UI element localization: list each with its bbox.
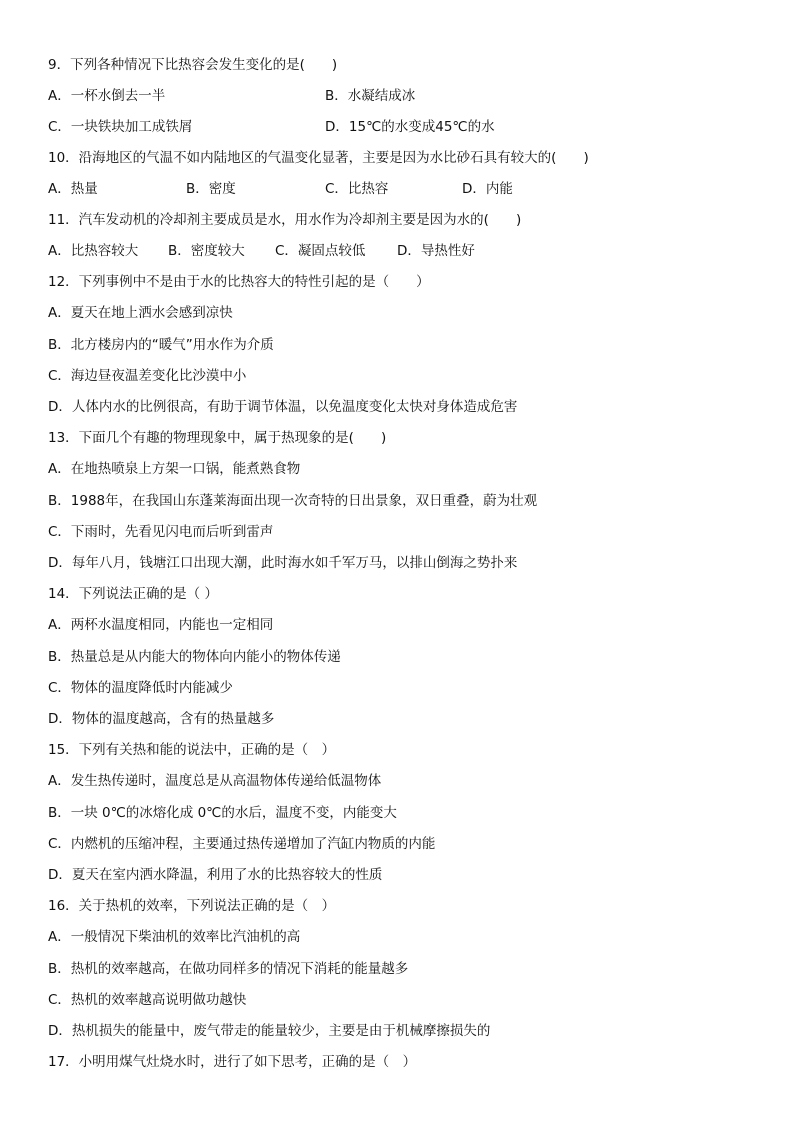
question-12-option-c: C．海边昼夜温差变化比沙漠中小 bbox=[48, 368, 247, 384]
question-10-option-c: C．比热容 bbox=[325, 181, 389, 197]
question-10-option-d: D．内能 bbox=[462, 181, 513, 197]
question-10-option-a: A．热量 bbox=[48, 181, 98, 197]
question-9-option-b: B．水凝结成冰 bbox=[325, 88, 416, 104]
question-14-option-a: A．两杯水温度相同，内能也一定相同 bbox=[48, 617, 274, 633]
question-11-option-a: A．比热容较大 bbox=[48, 243, 139, 259]
question-13-option-a: A．在地热喷泉上方架一口锅，能煮熟食物 bbox=[48, 461, 301, 477]
question-11-stem: 11．汽车发动机的冷却剂主要成员是水，用水作为冷却剂主要是因为水的( ) bbox=[48, 212, 522, 228]
question-15-option-c: C．内燃机的压缩冲程，主要通过热传递增加了汽缸内物质的内能 bbox=[48, 836, 436, 852]
question-14-option-c: C．物体的温度降低时内能减少 bbox=[48, 680, 233, 696]
question-14-option-b: B．热量总是从内能大的物体向内能小的物体传递 bbox=[48, 649, 341, 665]
question-15-option-d: D．夏天在室内洒水降温，利用了水的比热容较大的性质 bbox=[48, 867, 383, 883]
question-15-option-a: A．发生热传递时，温度总是从高温物体传递给低温物体 bbox=[48, 773, 382, 789]
question-9-option-d: D．15℃的水变成45℃的水 bbox=[325, 119, 495, 135]
question-10-stem: 10．沿海地区的气温不如内陆地区的气温变化显著，主要是因为水比砂石具有较大的( ) bbox=[48, 150, 589, 166]
question-13-option-c: C．下雨时，先看见闪电而后听到雷声 bbox=[48, 524, 274, 540]
question-14-option-d: D．物体的温度越高，含有的热量越多 bbox=[48, 711, 275, 727]
question-10-option-b: B．密度 bbox=[186, 181, 236, 197]
question-9-stem: 9．下列各种情况下比热容会发生变化的是( ) bbox=[48, 57, 338, 73]
question-11-option-b: B．密度较大 bbox=[168, 243, 245, 259]
question-11-option-d: D．导热性好 bbox=[397, 243, 475, 259]
question-15-option-b: B．一块 0℃的冰熔化成 0℃的水后，温度不变，内能变大 bbox=[48, 805, 397, 821]
question-16-stem: 16．关于热机的效率，下列说法正确的是（ ） bbox=[48, 898, 336, 914]
question-9-option-c: C．一块铁块加工成铁屑 bbox=[48, 119, 193, 135]
question-17-stem: 17．小明用煤气灶烧水时，进行了如下思考，正确的是（ ） bbox=[48, 1054, 417, 1070]
question-12-option-a: A．夏天在地上洒水会感到凉快 bbox=[48, 305, 233, 321]
question-16-option-d: D．热机损失的能量中，废气带走的能量较少，主要是由于机械摩擦损失的 bbox=[48, 1023, 491, 1039]
question-11-option-c: C．凝固点较低 bbox=[275, 243, 366, 259]
question-14-stem: 14．下列说法正确的是（ ） bbox=[48, 586, 218, 602]
question-12-option-b: B．北方楼房内的“暖气”用水作为介质 bbox=[48, 337, 274, 353]
question-13-option-b: B．1988年，在我国山东蓬莱海面出现一次奇特的日出景象，双日重叠，蔚为壮观 bbox=[48, 493, 538, 509]
question-15-stem: 15．下列有关热和能的说法中，正确的是（ ） bbox=[48, 742, 336, 758]
question-13-option-d: D．每年八月，钱塘江口出现大潮，此时海水如千军万马，以排山倒海之势扑来 bbox=[48, 555, 518, 571]
question-16-option-a: A．一般情况下柴油机的效率比汽油机的高 bbox=[48, 929, 301, 945]
question-13-stem: 13．下面几个有趣的物理现象中，属于热现象的是( ) bbox=[48, 430, 387, 446]
question-16-option-c: C．热机的效率越高说明做功越快 bbox=[48, 992, 247, 1008]
question-9-option-a: A．一杯水倒去一半 bbox=[48, 88, 166, 104]
question-12-stem: 12．下列事例中不是由于水的比热容大的特性引起的是（ ） bbox=[48, 274, 430, 290]
question-16-option-b: B．热机的效率越高，在做功同样多的情况下消耗的能量越多 bbox=[48, 961, 409, 977]
question-12-option-d: D．人体内水的比例很高，有助于调节体温，以免温度变化太快对身体造成危害 bbox=[48, 399, 518, 415]
